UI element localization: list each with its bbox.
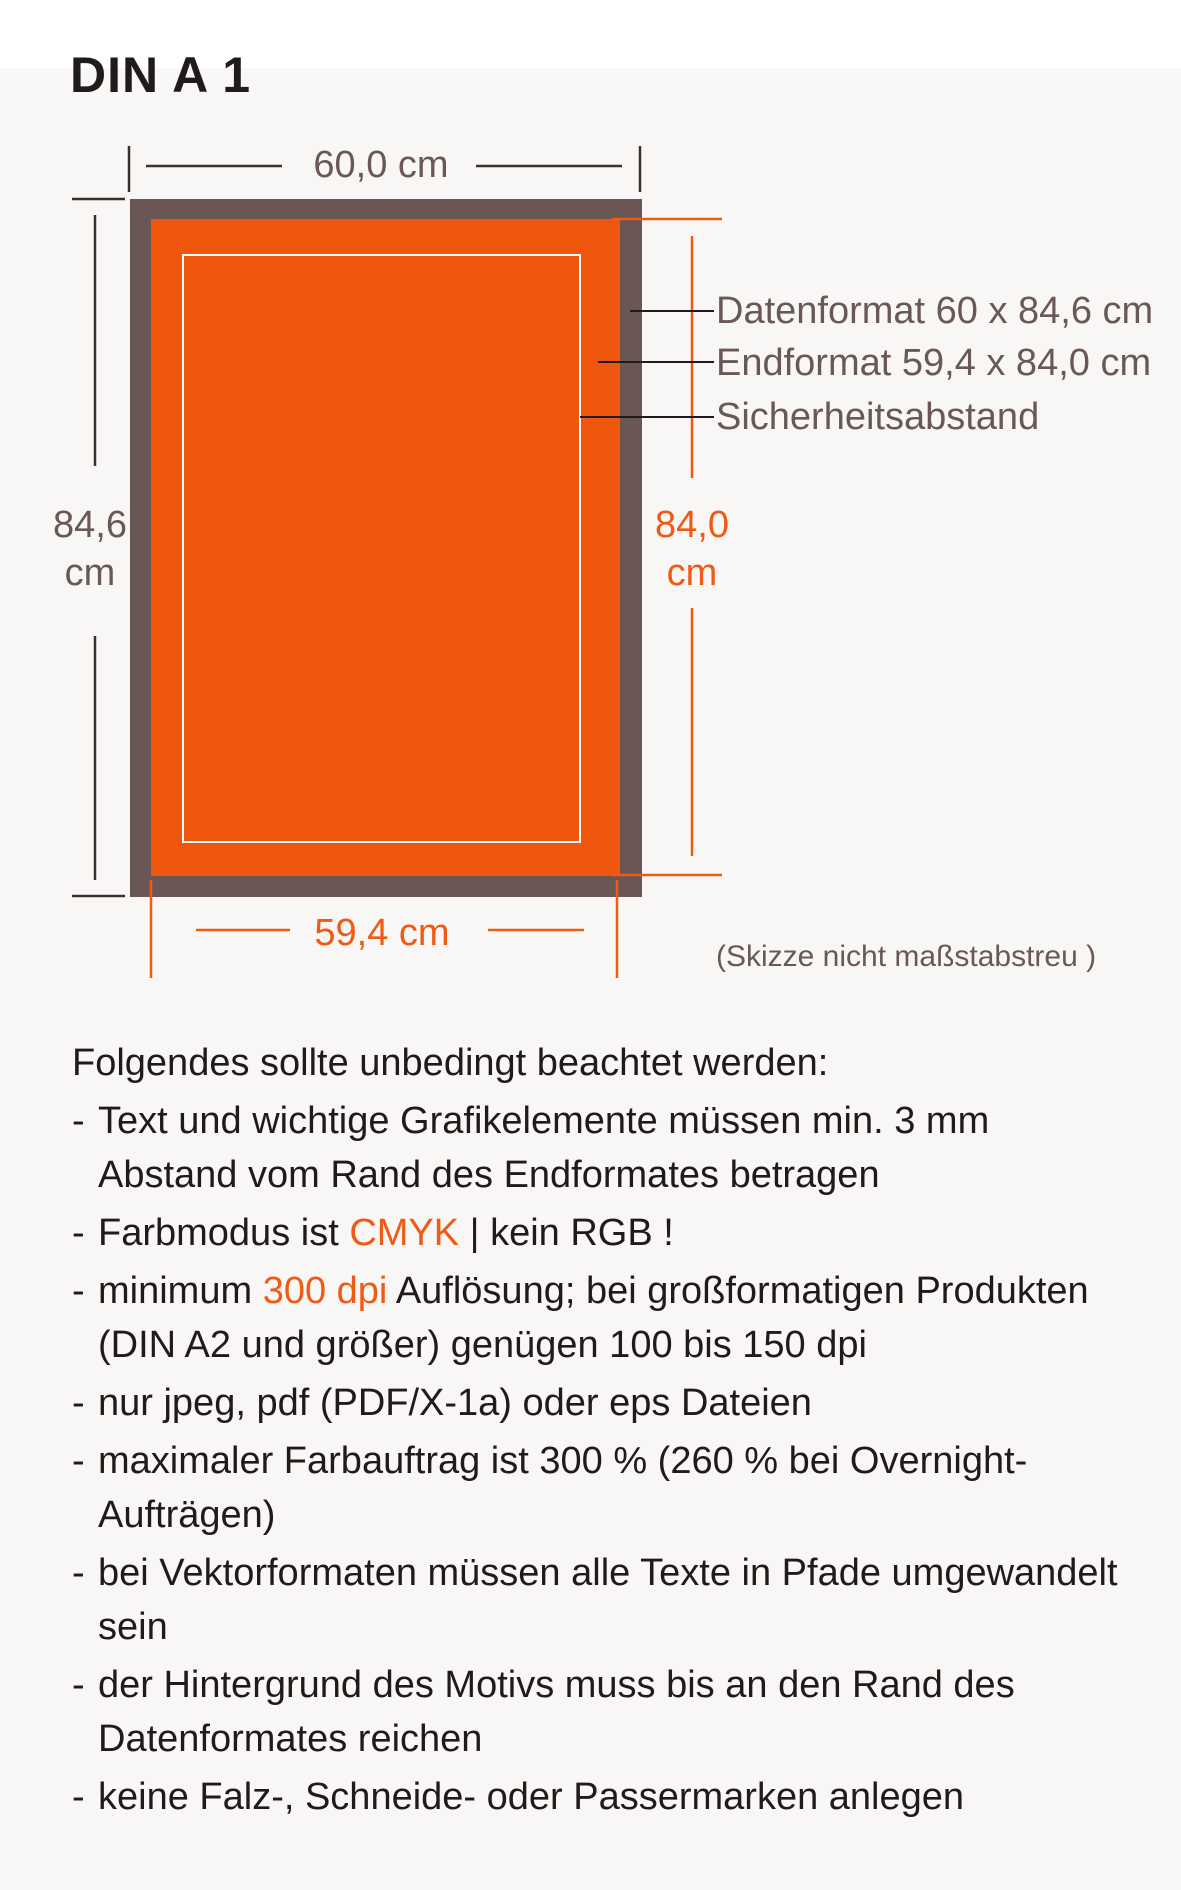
- dpi-highlight: 300 dpi: [262, 1270, 388, 1312]
- end-format-rect: [151, 219, 620, 876]
- left-height-label: [53, 506, 127, 592]
- requirement-text: | kein RGB !: [459, 1212, 674, 1254]
- cmyk-highlight: CMYK: [349, 1212, 460, 1254]
- requirement-text: minimum: [98, 1270, 263, 1312]
- legend-sicherheitsabstand: Sicherheitsabstand: [716, 396, 1040, 438]
- requirement-item: - Text und wichtige Grafikelemente müssen min. 3 mm Abstand vom Rand des Endformates betragen: [72, 1094, 1132, 1202]
- left-height-value: 84,6: [53, 504, 127, 546]
- requirements-heading: Folgendes sollte unbedingt beachtet werden:: [72, 1042, 829, 1084]
- requirement-item: [72, 1206, 1132, 1260]
- requirements-list: [72, 1094, 1132, 1824]
- requirement-text: Auflösung; bei großformatigen Produkten (DIN A2 und größer) genügen 100 bis 150 dpi: [98, 1270, 1089, 1366]
- legend-endformat: Endformat 59,4 x 84,0 cm: [716, 342, 1152, 384]
- requirement-item: - keine Falz-, Schneide- oder Passermarken anlegen: [72, 1770, 1132, 1824]
- right-height-label: [655, 506, 729, 592]
- legend-datenformat: Datenformat 60 x 84,6 cm: [716, 290, 1154, 332]
- requirement-item: - maximaler Farbauftrag ist 300 % (260 % bei Overnight-Aufträgen): [72, 1434, 1132, 1542]
- requirement-item: - bei Vektorformaten müssen alle Texte in Pfade umgewandelt sein: [72, 1546, 1132, 1654]
- top-width-label: 60,0 cm: [313, 144, 449, 186]
- scale-note: (Skizze nicht maßstabstreu ): [716, 940, 1097, 973]
- requirements-section: [72, 1036, 1132, 1828]
- right-height-unit: cm: [666, 552, 718, 594]
- requirement-item: - nur jpeg, pdf (PDF/X-1a) oder eps Dateien: [72, 1376, 1132, 1430]
- requirement-item: [72, 1264, 1132, 1372]
- right-height-value: 84,0: [655, 504, 729, 546]
- bottom-width-label: 59,4 cm: [314, 912, 450, 954]
- requirement-text: Farbmodus ist: [98, 1212, 350, 1254]
- left-height-unit: cm: [64, 552, 116, 594]
- page-title: DIN A 1: [70, 47, 252, 103]
- requirement-item: - der Hintergrund des Motivs muss bis an den Rand des Datenformates reichen: [72, 1658, 1132, 1766]
